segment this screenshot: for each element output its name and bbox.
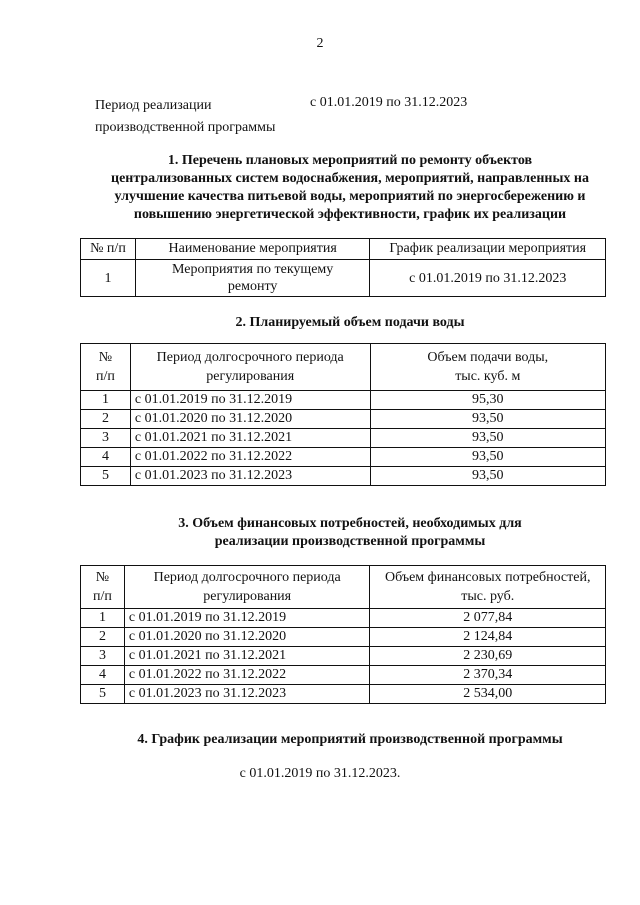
- table-row: [81, 609, 606, 628]
- water-volume-table: [80, 343, 606, 486]
- section3-title-line1: 3. Объем финансовых потребностей, необходимых для: [178, 516, 522, 531]
- header-num: [81, 566, 125, 609]
- table-header-row: [81, 344, 606, 391]
- row-num: 1: [81, 391, 131, 410]
- row-period: с 01.01.2019 по 31.12.2019: [124, 609, 370, 628]
- table-row: [81, 666, 606, 685]
- section4-title: 4. График реализации мероприятий производственной программы: [137, 732, 563, 747]
- header-num-line2: п/п: [96, 369, 115, 384]
- header-num-line2: п/п: [93, 589, 112, 604]
- row-period: с 01.01.2020 по 31.12.2020: [124, 628, 370, 647]
- header-finance-line1: Объем финансовых потребностей,: [384, 570, 591, 585]
- period-value: с 01.01.2019 по 31.12.2023: [310, 95, 468, 110]
- section1-title-line: повышению энергетической эффективности, график их реализации: [133, 207, 567, 222]
- header-activity: Наименование мероприятия: [135, 239, 370, 260]
- section1-title: [80, 152, 620, 224]
- header-num-line1: №: [95, 570, 110, 585]
- section2-title: 2. Планируемый объем подачи воды: [235, 315, 465, 330]
- row-finance: 2 077,84: [370, 609, 606, 628]
- header-finance: [370, 566, 606, 609]
- table-header-row: [81, 566, 606, 609]
- row-period: с 01.01.2023 по 31.12.2023: [130, 467, 370, 486]
- row-period: с 01.01.2019 по 31.12.2019: [130, 391, 370, 410]
- table-row: [81, 628, 606, 647]
- section1-title-line: улучшение качества питьевой воды, мероприятий по энергосбережению и: [114, 189, 586, 204]
- row-num: 5: [81, 467, 131, 486]
- row-num: 1: [81, 260, 136, 297]
- header-period-line2: регулирования: [206, 369, 295, 384]
- header-period-line2: регулирования: [203, 589, 292, 604]
- table-row: [81, 391, 606, 410]
- row-num: 2: [81, 628, 125, 647]
- table-row: [81, 685, 606, 704]
- activities-table: [80, 238, 606, 297]
- section1-title-line: централизованных систем водоснабжения, мероприятий, направленных на: [111, 171, 589, 186]
- row-num: 4: [81, 666, 125, 685]
- period-label-line1: Период реализации: [95, 98, 212, 113]
- row-num: 5: [81, 685, 125, 704]
- header-num: № п/п: [81, 239, 136, 260]
- row-period: с 01.01.2022 по 31.12.2022: [124, 666, 370, 685]
- period-label-line2: производственной программы: [95, 120, 276, 135]
- row-num: 4: [81, 448, 131, 467]
- table-row: [81, 429, 606, 448]
- row-volume: 93,50: [370, 410, 605, 429]
- row-period: с 01.01.2020 по 31.12.2020: [130, 410, 370, 429]
- table-row: [81, 467, 606, 486]
- header-period: [124, 566, 370, 609]
- table-row: [81, 647, 606, 666]
- table-row: [81, 448, 606, 467]
- row-finance: 2 534,00: [370, 685, 606, 704]
- row-volume: 93,50: [370, 429, 605, 448]
- row-finance: 2 370,34: [370, 666, 606, 685]
- header-finance-line2: тыс. руб.: [461, 589, 515, 604]
- table-row: [81, 410, 606, 429]
- header-volume-line2: тыс. куб. м: [455, 369, 521, 384]
- header-num: [81, 344, 131, 391]
- header-period-line1: Период долгосрочного периода: [156, 350, 344, 365]
- header-schedule: График реализации мероприятия: [370, 239, 606, 260]
- header-num-line1: №: [98, 350, 113, 365]
- section3-title-line2: реализации производственной программы: [214, 534, 486, 549]
- row-period: с 01.01.2022 по 31.12.2022: [130, 448, 370, 467]
- row-volume: 95,30: [370, 391, 605, 410]
- header-volume-line1: Объем подачи воды,: [427, 350, 549, 365]
- row-period: с 01.01.2021 по 31.12.2021: [124, 647, 370, 666]
- section1-title-line: 1. Перечень плановых мероприятий по ремонту объектов: [167, 153, 533, 168]
- header-period: [130, 344, 370, 391]
- section4-schedule: с 01.01.2019 по 31.12.2023.: [239, 766, 401, 781]
- section3-title: [80, 515, 620, 551]
- header-period-line1: Период долгосрочного периода: [153, 570, 341, 585]
- row-period: с 01.01.2023 по 31.12.2023: [124, 685, 370, 704]
- financial-needs-table: [80, 565, 606, 704]
- row-finance: 2 230,69: [370, 647, 606, 666]
- table-header-row: [81, 239, 606, 260]
- period-label: [95, 95, 275, 139]
- activity-line2: ремонту: [227, 279, 278, 294]
- row-volume: 93,50: [370, 448, 605, 467]
- page-number: 2: [316, 36, 324, 51]
- row-num: 3: [81, 429, 131, 448]
- row-num: 2: [81, 410, 131, 429]
- header-volume: [370, 344, 605, 391]
- table-row: [81, 260, 606, 297]
- row-num: 1: [81, 609, 125, 628]
- row-finance: 2 124,84: [370, 628, 606, 647]
- row-schedule: с 01.01.2019 по 31.12.2023: [370, 260, 606, 297]
- row-period: с 01.01.2021 по 31.12.2021: [130, 429, 370, 448]
- row-activity: [135, 260, 370, 297]
- row-volume: 93,50: [370, 467, 605, 486]
- activity-line1: Мероприятия по текущему: [172, 262, 334, 277]
- row-num: 3: [81, 647, 125, 666]
